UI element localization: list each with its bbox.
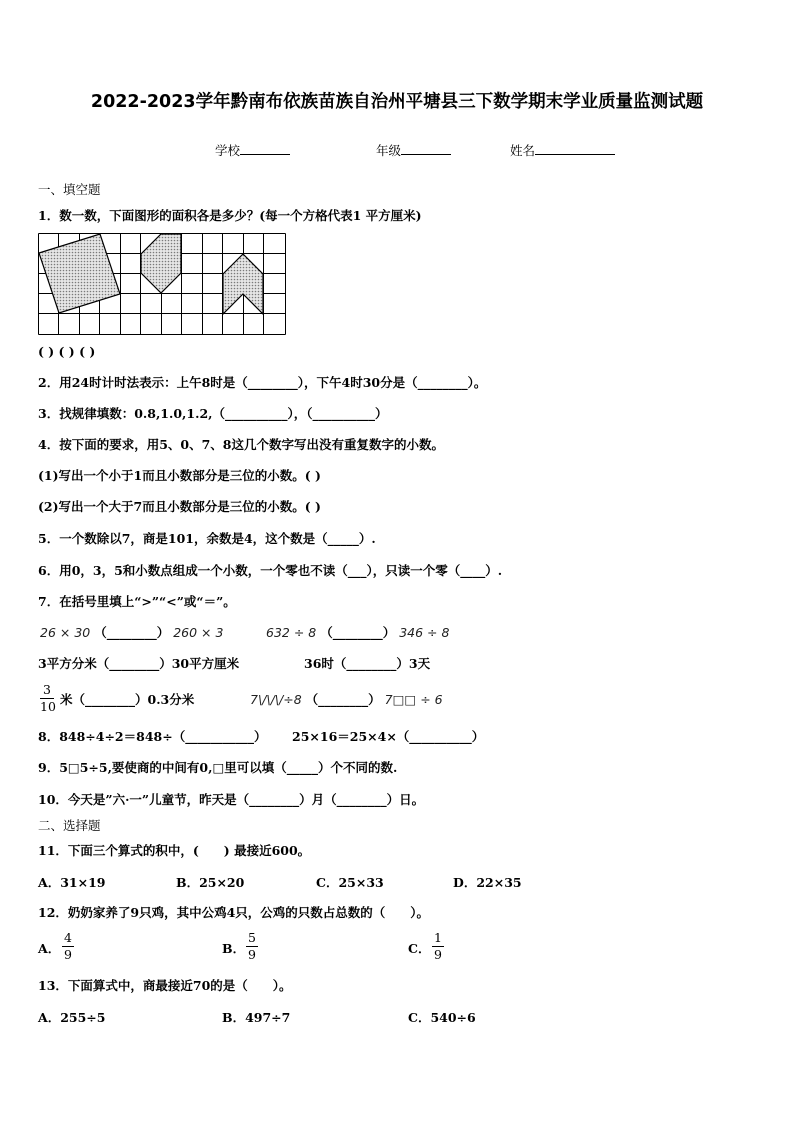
question-4-part-2: (2)写出一个大于7而且小数部分是三位的小数。( ) [38,499,321,514]
q7-expr-7xxdiv8: 7\/\/\/÷8 [250,692,302,707]
q7-fraction-3-10 [40,683,54,714]
q7-row3-right [250,692,443,708]
q7-expr-346div8: 346 ÷ 8 [399,625,450,640]
q7-blank-3[interactable]: （________） [305,692,381,707]
q12-option-c-label[interactable]: C． [408,941,431,956]
q7-expr-7boxesdiv6: 7□□ ÷ 6 [384,692,443,707]
grade-blank[interactable] [401,142,451,155]
tilted-square-shape [39,234,120,313]
question-4: 4．按下面的要求，用5、0、7、8这几个数字写出没有重复数字的小数。 [38,437,444,452]
q11-option-d[interactable]: D．22×35 [453,875,522,890]
q13-option-a[interactable]: A．255÷5 [38,1010,106,1025]
name-blank[interactable] [535,142,615,155]
q7-blank-2[interactable]: （________） [320,625,396,640]
name-label: 姓名 [510,143,536,158]
fraction-denominator: 10 [40,699,56,714]
q7-expr-260x3: 260 × 3 [173,625,224,640]
q7-expr-632div8: 632 ÷ 8 [266,625,317,640]
school-blank[interactable] [240,142,290,155]
q11-option-c[interactable]: C．25×33 [316,875,384,890]
q12-option-a-fraction[interactable]: 4 9 [62,931,74,962]
grade-field[interactable] [376,141,451,159]
question-1-answer-blanks[interactable]: ( ) ( ) ( ) [38,344,96,359]
q7-row3-left: 米（________）0.3分米 [60,692,195,707]
q11-option-b[interactable]: B．25×20 [176,875,245,890]
question-3: 3．找规律填数：0.8,1.0,1.2,（__________），（__________） [38,406,388,421]
question-1: 1．数一数，下面图形的面积各是多少？(每一个方格代表1 平方厘米) [38,208,422,223]
q12-option-b-fraction[interactable]: 5 9 [246,931,258,962]
area-grid-figure [38,233,286,335]
question-2: 2．用24时计时法表示：上午8时是（________），下午4时30分是（________）。 [38,375,487,390]
q7-row2-right: 36时（________）3天 [304,656,431,671]
question-8-part-a: 8．848÷4÷2＝848÷（___________） [38,729,267,744]
grade-label: 年级 [376,143,402,158]
question-10: 10．今天是”六·一”儿童节，昨天是（________）月（________）日。 [38,792,425,807]
q13-option-c[interactable]: C．540÷6 [408,1010,476,1025]
q12-option-c-fraction[interactable]: 1 9 [432,931,444,962]
q11-option-a[interactable]: A．31×19 [38,875,106,890]
school-field[interactable] [215,141,290,159]
q7-expr-26x30: 26 × 30 [40,625,91,640]
question-8-part-b: 25×16＝25×4×（__________） [292,729,485,744]
q7-row1-left [40,625,223,641]
q13-option-b[interactable]: B．497÷7 [222,1010,291,1025]
q12-option-b-label[interactable]: B． [222,941,246,956]
question-6: 6．用0，3，5和小数点组成一个小数，一个零也不读（___），只读一个零（____）. [38,563,503,578]
question-5: 5．一个数除以7，商是101，余数是4，这个数是（_____）. [38,531,376,546]
question-4-part-1: (1)写出一个小于1而且小数部分是三位的小数。( ) [38,468,321,483]
octagon-shape [141,234,181,293]
question-11: 11．下面三个算式的积中，( ) 最接近600。 [38,843,311,858]
question-9: 9．5□5÷5,要使商的中间有0,□里可以填（_____）个不同的数. [38,760,398,775]
q7-row1-right [266,625,449,641]
page-title: 2022-2023学年黔南布依族苗族自治州平塘县三下数学期末学业质量监测试题 [90,92,704,112]
question-13: 13．下面算式中，商最接近70的是（ ）。 [38,978,292,993]
school-label: 学校 [215,143,241,158]
q7-blank-1[interactable]: （________） [94,625,170,640]
q12-option-a-label[interactable]: A． [38,941,61,956]
q7-row2-left: 3平方分米（________）30平方厘米 [38,656,240,671]
name-field[interactable] [510,141,615,159]
section-choice-heading: 二、选择题 [38,818,101,833]
fraction-numerator: 3 [43,682,51,697]
question-7: 7．在括号里填上“>”“<”或“＝”。 [38,594,236,609]
section-fill-heading: 一、填空题 [38,182,101,197]
question-12: 12．奶奶家养了9只鸡，其中公鸡4只，公鸡的只数占总数的（ ）。 [38,905,430,920]
